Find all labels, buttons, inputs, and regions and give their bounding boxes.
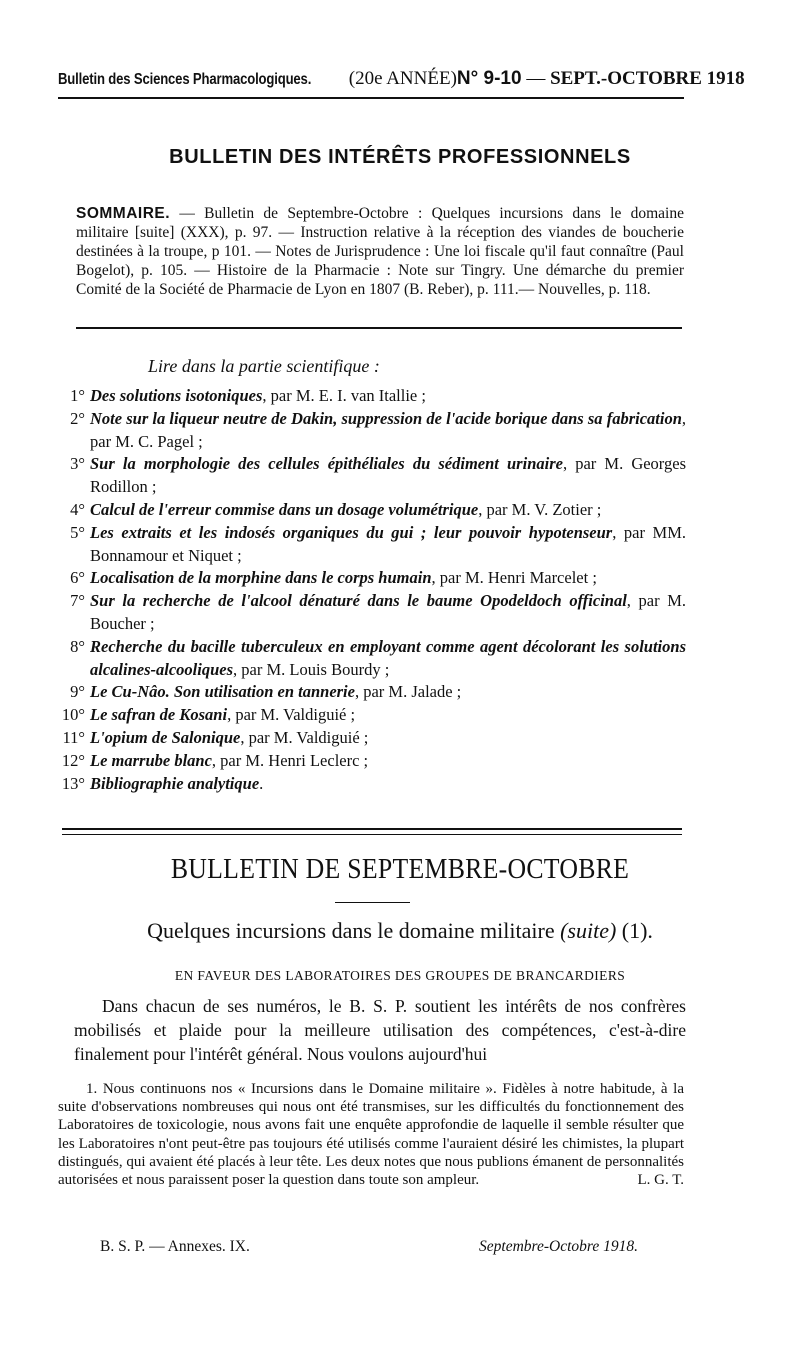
item-author: , par M. Henri Marcelet ; (431, 568, 597, 588)
sommaire-lead: SOMMAIRE. (76, 205, 171, 222)
footnote (58, 1080, 684, 1189)
item-number: 1° (70, 386, 85, 405)
item-text (90, 773, 686, 796)
footnote-signature: L. G. T. (637, 1172, 684, 1189)
item-text (90, 681, 686, 704)
item-author: , par M. Henri Leclerc ; (211, 750, 369, 770)
contents-item (60, 681, 686, 704)
item-title: L'opium de Salonique (90, 727, 241, 747)
item-author: , par M. Jalade ; (354, 682, 462, 702)
item-title: Recherche du bacille tuberculeux en employant comme agent décolorant les solutions alcalines-alcooliques (90, 636, 686, 679)
item-number: 8° (70, 636, 85, 656)
item-number: 9° (70, 682, 85, 702)
item-title: Bibliographie analytique (90, 773, 260, 793)
sommaire-text: — Bulletin de Septembre-Octobre : Quelques incursions dans le domaine militaire [suite] (XXX), p. 97. — Instruction relative à la réception des viandes de boucherie destinées à la troupe, p 101. — Notes de Jurisprudence : Une loi fiscale qu'il faut connaître (Paul Bogelot), p. 105. — Histoire de la Pharmacie : Note sur Tingry. Une démarche du premier Comité de la Société de Pharmacie de Lyon en 1807 (B. Reber), p. 111.— Nouvelles, p. 118. (76, 205, 684, 298)
item-number: 4° (70, 499, 85, 519)
item-author: . (259, 773, 264, 793)
contents-item (60, 567, 686, 590)
lire-heading: Lire dans la partie scientifique : (148, 356, 380, 376)
item-title: Sur la morphologie des cellules épithéliales du sédiment urinaire (90, 454, 563, 474)
item-author: , par M. V. Zotier ; (478, 499, 602, 519)
item-author: , par M. Louis Bourdy ; (233, 659, 390, 679)
item-number: 12° (61, 750, 85, 770)
item-author: , par M. Valdiguié ; (240, 727, 369, 747)
item-text (90, 567, 686, 590)
item-text (90, 590, 686, 636)
contents-item (60, 590, 686, 636)
sommaire-rule (76, 327, 682, 329)
item-number: 13° (61, 773, 85, 793)
item-author: , par M. Valdiguié ; (227, 705, 356, 725)
item-text (90, 385, 686, 408)
contents-item (60, 773, 686, 796)
section-title: BULLETIN DES INTÉRÊTS PROFESSIONNELS (169, 146, 631, 168)
item-author: , par M. Georges Rodillon ; (90, 454, 686, 497)
footer-left: B. S. P. — Annexes. IX. (100, 1238, 250, 1255)
article-body: Dans chacun de ses numéros, le B. S. P. soutient les intérêts de nos confrères mobilisés et plaide pour la meilleure utilisation des compétences, c'est-à-dire finalement pour l'intérêt général. Nous voulons aujourd'hui (74, 996, 686, 1064)
item-number: 10° (61, 705, 85, 725)
journal-name: Bulletin des Sciences Pharmacologiques. (58, 71, 312, 88)
bulletin-title: BULLETIN DE SEPTEMBRE-OCTOBRE (170, 854, 630, 885)
item-title: Sur la recherche de l'alcool dénaturé dans le baume Opodeldoch officinal (90, 591, 627, 611)
double-rule-bottom (62, 834, 682, 835)
footer-right: Septembre-Octobre 1918. (479, 1238, 638, 1255)
contents-item (60, 704, 686, 727)
contents-item (60, 408, 686, 454)
header-rule (58, 97, 684, 99)
item-number: 5° (70, 522, 85, 542)
item-text (90, 636, 686, 682)
scientific-contents-list (60, 385, 686, 795)
item-title: Localisation de la morphine dans le corps humain (90, 568, 432, 588)
contents-item (60, 385, 686, 408)
item-title: Le Cu-Nâo. Son utilisation en tannerie (90, 682, 355, 702)
item-text (90, 408, 686, 454)
article-title: Quelques incursions dans le domaine militaire (suite) (1). (147, 918, 653, 943)
short-rule (335, 902, 410, 903)
item-author: , par M. Boucher ; (90, 591, 686, 633)
contents-item (60, 636, 686, 682)
article-subheading: EN FAVEUR DES LABORATOIRES DES GROUPES DE BRANCARDIERS (174, 968, 626, 983)
article-suite: (suite) (560, 918, 617, 943)
double-rule-top (62, 828, 682, 830)
issue-number: N° 9-10 — SEPT.-OCTOBRE 1918 (456, 68, 745, 89)
item-number: 11° (62, 727, 85, 747)
contents-item (60, 750, 686, 773)
footnote-text: 1. Nous continuons nos « Incursions dans le Domaine militaire ». Fidèles à notre habitude, à la suite d'observations nombreuses qui nous ont été transmises, sur les difficultés du fonctionnement des Laboratoires de toxicologie, nous avons fait une enquête approfondie de laquelle il semble résulter que les Laboratoires n'ont peut-être pas toujours été utilisés comme l'auraient désiré les chimistes, la plupart distingués, qui avaient été placés à leur tête. Les deux notes que nous publions émanent de personnalités autorisées et nous paraissent poser la question dans toute son ampleur. (58, 1081, 684, 1189)
journal-year: (20e ANNÉE) (348, 68, 457, 89)
contents-item (60, 522, 686, 568)
contents-item (60, 499, 686, 522)
item-title: Les extraits et les indosés organiques du gui ; leur pouvoir hypotenseur (90, 522, 613, 542)
item-author: , par MM. Bonnamour et Niquet ; (90, 522, 686, 565)
item-number: 7° (70, 591, 85, 611)
item-text (90, 727, 686, 750)
page-footer (100, 1238, 638, 1256)
contents-item (60, 453, 686, 499)
item-number: 6° (70, 568, 85, 588)
item-title: Calcul de l'erreur commise dans un dosage volumétrique (90, 499, 479, 519)
item-title: Des solutions isotoniques (90, 386, 263, 405)
item-title: Le safran de Kosani (90, 705, 228, 725)
item-author: , par M. C. Pagel ; (90, 408, 686, 451)
item-text (90, 522, 686, 568)
item-text (90, 750, 686, 773)
item-text (90, 499, 686, 522)
issue-month: SEPT.-OCTOBRE 1918 (550, 68, 745, 89)
item-title: Note sur la liqueur neutre de Dakin, suppression de l'acide borique dans sa fabrication (90, 408, 682, 428)
item-text (90, 453, 686, 499)
item-number: 2° (70, 408, 85, 428)
footnote-ref: (1). (621, 918, 653, 943)
item-title: Le marrube blanc (90, 750, 212, 770)
contents-item (60, 727, 686, 750)
item-text (90, 704, 686, 727)
item-number: 3° (70, 454, 85, 474)
running-header (58, 68, 745, 94)
sommaire-block (76, 204, 684, 299)
item-author: , par M. E. I. van Itallie ; (262, 386, 426, 405)
